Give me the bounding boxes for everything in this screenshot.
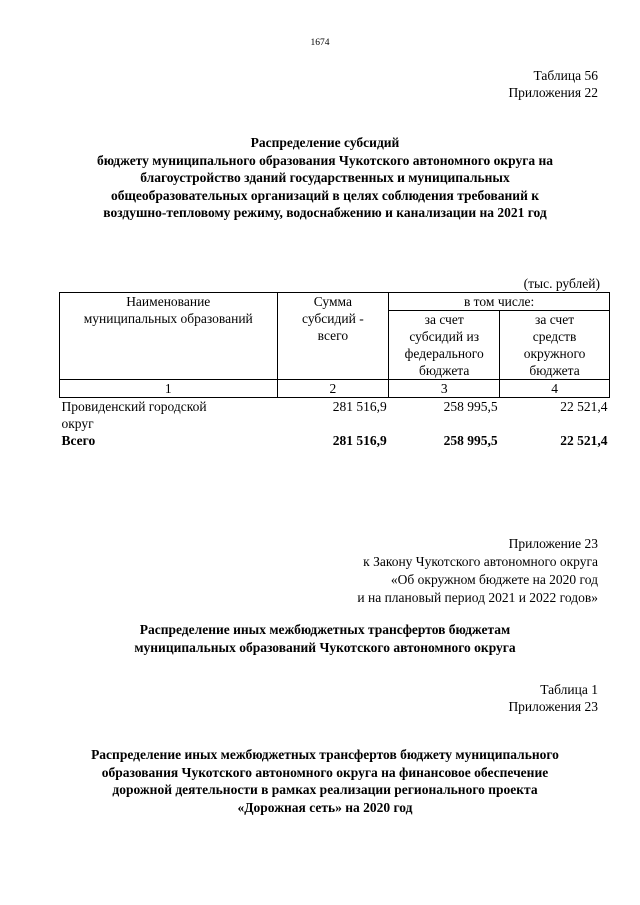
total-sum: 281 516,9 xyxy=(332,433,387,448)
appendix-line: Приложение 23 xyxy=(508,536,598,551)
title-line: Распределение иных межбюджетных трансфертов бюджетам xyxy=(139,622,511,637)
total-district: 22 521,4 xyxy=(560,433,608,448)
total-name: Всего xyxy=(61,433,96,448)
header-name: Наименование муниципальных образований xyxy=(60,293,278,380)
subsidy-table xyxy=(59,292,610,449)
table-56-label-block xyxy=(508,67,598,101)
title-line: Распределение субсидий xyxy=(250,135,400,150)
title-line: Распределение иных межбюджетных трансфертов бюджету муниципального xyxy=(91,747,559,762)
title-line: дорожной деятельности в рамках реализации регионального проекта xyxy=(112,782,538,797)
appendix-line: «Об окружном бюджете на 2020 год xyxy=(390,572,598,587)
table-1-label-block xyxy=(508,681,598,715)
title-line: общеобразовательных организаций в целях соблюдения требований к xyxy=(110,187,540,203)
title-line: благоустройство зданий государственных и муниципальных xyxy=(140,170,510,185)
title-line: «Дорожная сеть» на 2020 год xyxy=(237,799,413,815)
row-district: 22 521,4 xyxy=(560,399,608,414)
appendix-23-title xyxy=(40,621,610,656)
appendix-label: Приложения 22 xyxy=(508,85,598,100)
row-total: 281 516,9 xyxy=(332,399,387,414)
appendix-line: и на плановый период 2021 и 2022 годов» xyxy=(357,590,598,605)
table-header-row xyxy=(60,293,610,311)
page-number: 1674 xyxy=(310,38,330,48)
title-line: образования Чукотского автономного округа на финансовое обеспечение xyxy=(101,764,549,780)
header-including: в том числе: xyxy=(389,293,610,311)
title-line: воздушно-тепловому режиму, водоснабжению и канализации на 2021 год xyxy=(103,205,547,220)
title-line: бюджету муниципального образования Чукотского автономного округа на xyxy=(96,152,554,168)
header-district: за счет средств окружного бюджета xyxy=(500,311,610,380)
appendix-line: к Закону Чукотского автономного округа xyxy=(363,554,598,569)
row-name: Провиденский городской округ xyxy=(61,399,207,431)
row-federal: 258 995,5 xyxy=(443,399,498,414)
title-line: муниципальных образований Чукотского автономного округа xyxy=(134,639,516,655)
appendix-label: Приложения 23 xyxy=(508,699,598,714)
units-label: (тыс. рублей) xyxy=(523,276,600,291)
total-row xyxy=(60,432,610,449)
column-number: 3 xyxy=(389,380,500,398)
column-number: 2 xyxy=(277,380,389,398)
table-56-title xyxy=(40,134,610,222)
header-federal: за счет субсидий из федерального бюджета xyxy=(389,311,500,380)
column-number: 1 xyxy=(60,380,278,398)
appendix-23-header xyxy=(357,535,598,607)
table-label: Таблица 1 xyxy=(540,682,598,697)
column-number: 4 xyxy=(500,380,610,398)
table-1-title xyxy=(40,746,610,816)
header-total: Сумма субсидий - всего xyxy=(277,293,389,380)
table-label: Таблица 56 xyxy=(533,68,598,83)
table-row xyxy=(60,398,610,433)
column-number-row xyxy=(60,380,610,398)
total-federal: 258 995,5 xyxy=(443,433,498,448)
